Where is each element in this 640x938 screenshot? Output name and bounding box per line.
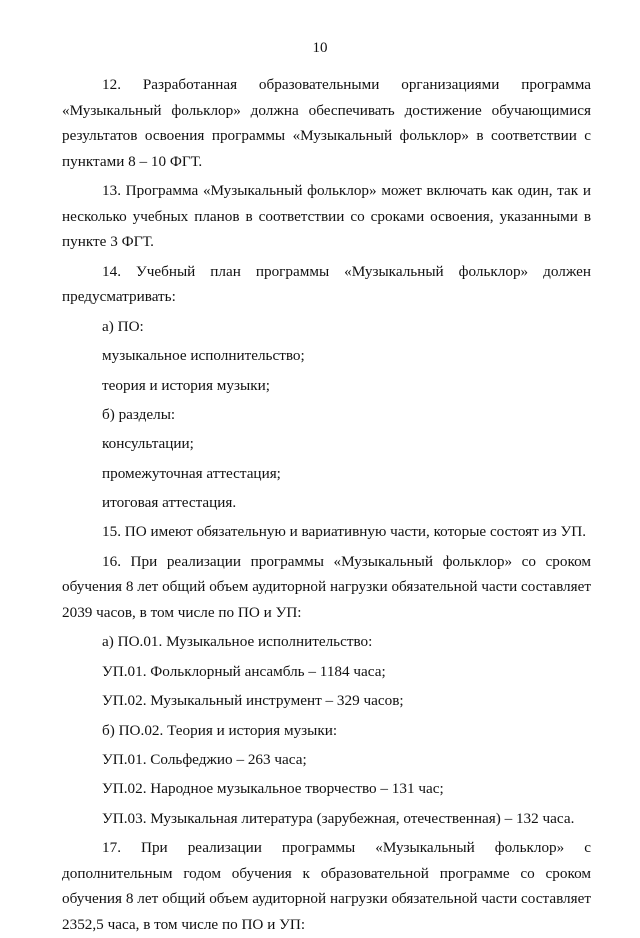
paragraph-16: 16. При реализации программы «Музыкальный фольклор» со сроком обучения 8 лет общий объем аудиторной нагрузки обязательной части составляет 2039 часов, в том числе по ПО и УП: <box>62 552 591 622</box>
list-item: теория и история музыки; <box>102 376 270 394</box>
list-item: б) разделы: <box>102 405 176 423</box>
list-item: б) ПО.02. Теория и история музыки: <box>102 721 338 739</box>
list-item: консультации; <box>102 435 194 453</box>
paragraph-17: 17. При реализации программы «Музыкальный фольклор» с дополнительным годом обучения к образовательной программе со сроком обучения 8 лет общий объем аудиторной нагрузки обязательной части составляет 2352,5 часа, в том числе по ПО и УП: <box>62 839 591 933</box>
list-item: промежуточная аттестация; <box>102 464 281 482</box>
list-item: музыкальное исполнительство; <box>102 347 305 365</box>
page-number: 10 <box>312 40 328 56</box>
list-item: УП.03. Музыкальная литература (зарубежная, отечественная) – 132 часа. <box>102 809 575 827</box>
list-item: УП.01. Сольфеджио – 263 часа; <box>102 751 307 768</box>
list-item: УП.01. Фольклорный ансамбль – 1184 часа; <box>102 662 386 680</box>
list-item: УП.02. Народное музыкальное творчество – 131 час; <box>102 780 444 798</box>
paragraph-14: 14. Учебный план программы «Музыкальный фольклор» должен предусматривать: <box>62 262 591 306</box>
list-item: а) ПО: <box>102 317 144 335</box>
list-item: итоговая аттестация. <box>102 494 237 512</box>
list-item: УП.02. Музыкальный инструмент – 329 часов; <box>102 692 404 710</box>
paragraph-12: 12. Разработанная образовательными организациями программа «Музыкальный фольклор» должна обеспечивать достижение обучающимися результатов освоения программы «Музыкальный фольклор» в соответствии с пунктами 8 – 10 ФГТ. <box>62 76 591 170</box>
document-body <box>62 72 591 938</box>
paragraph-15: 15. ПО имеют обязательную и вариативную части, которые состоят из УП. <box>102 523 587 541</box>
paragraph-13: 13. Программа «Музыкальный фольклор» может включать как один, так и несколько учебных планов в соответствии со сроками освоения, указанными в пункте 3 ФГТ. <box>62 182 591 251</box>
list-item: а) ПО.01. Музыкальное исполнительство: <box>102 633 373 651</box>
